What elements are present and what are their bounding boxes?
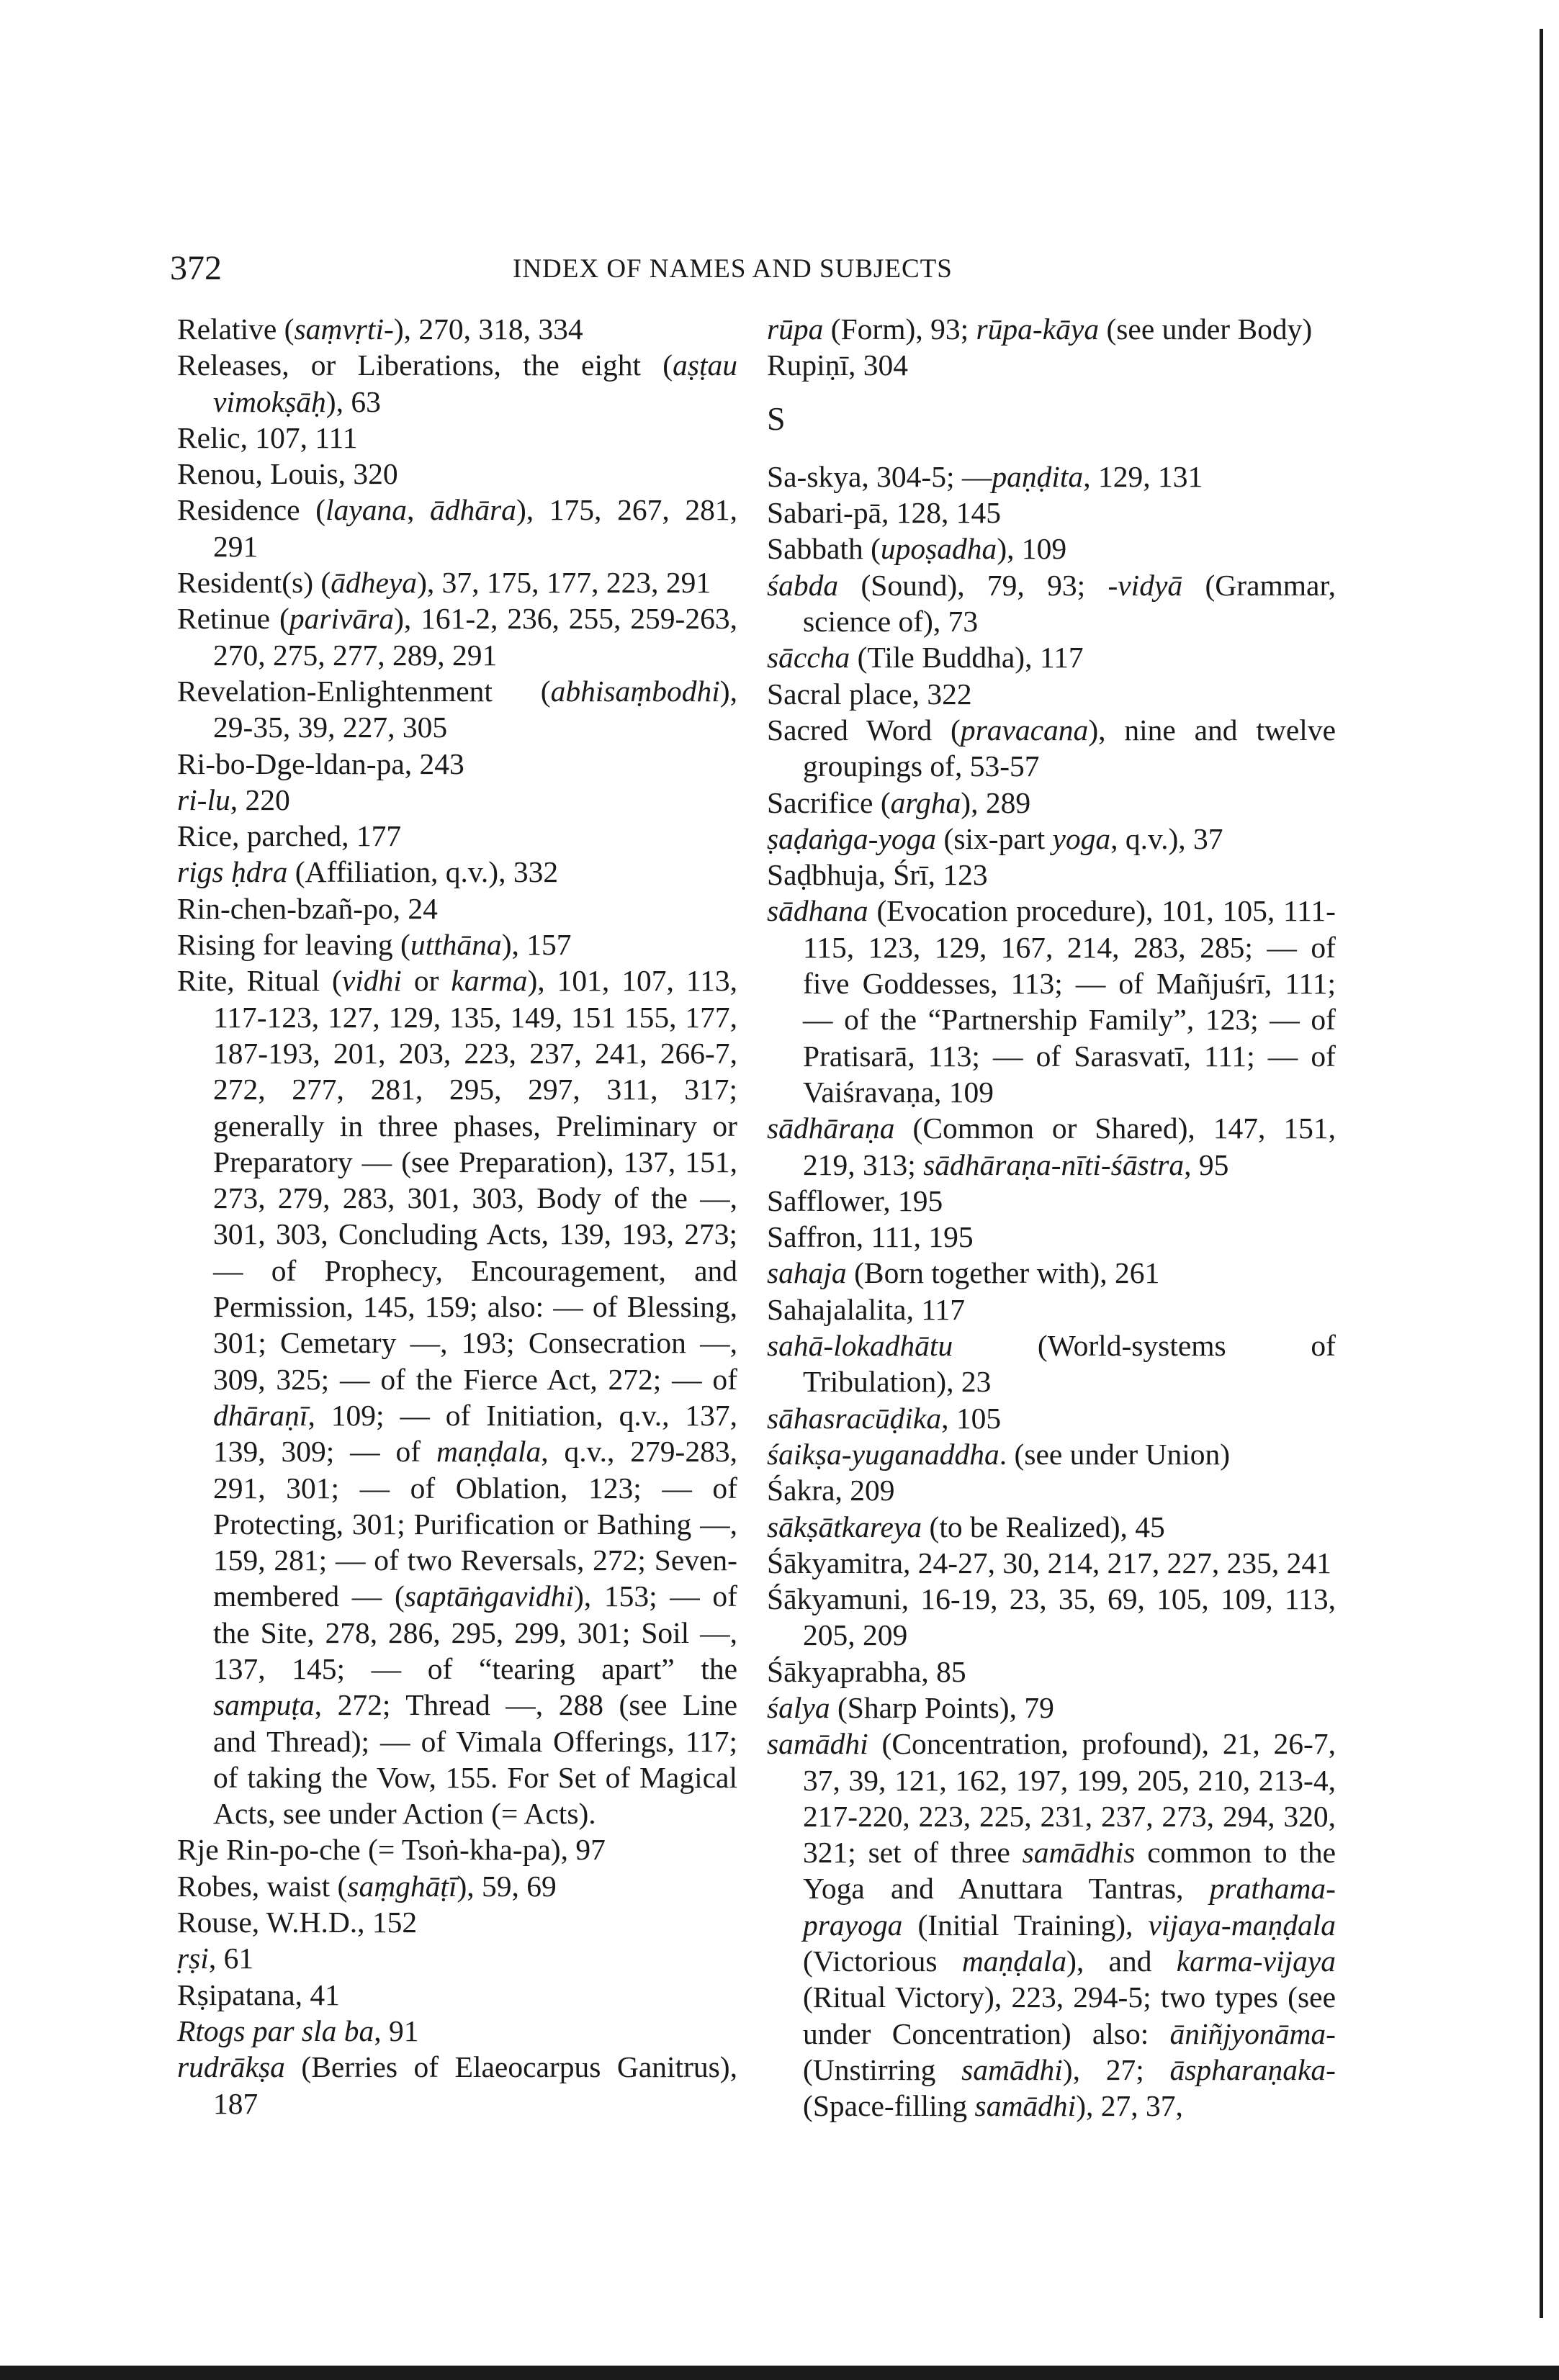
index-entry: Retinue (parivāra), 161-2, 236, 255, 259-263, 270, 275, 277, 289, 291 — [177, 602, 737, 672]
index-entry: ṣaḍaṅga-yoga (six-part yoga, q.v.), 37 — [767, 821, 1223, 855]
index-entry: Śākyamuni, 16-19, 23, 35, 69, 105, 109, 113, 205, 209 — [767, 1582, 1336, 1652]
index-entry: Rice, parched, 177 — [177, 819, 402, 853]
index-entry: Sacrifice (argha), 289 — [767, 785, 1031, 819]
scan-bottom-edge — [0, 2366, 1559, 2380]
index-entry: Rtogs par sla ba, 91 — [177, 2014, 419, 2047]
index-entry: Sa-skya, 304-5; —paṇḍita, 129, 131 — [767, 459, 1203, 493]
section-letter: S — [767, 400, 786, 437]
index-entry: Rising for leaving (utthāna), 157 — [177, 928, 572, 962]
index-entry: Residence (layana, ādhāra), 175, 267, 281, 291 — [177, 493, 738, 563]
index-entry: śalya (Sharp Points), 79 — [767, 1690, 1054, 1724]
right-entries-after-heading — [767, 459, 1336, 2124]
index-entry: Saḍbhuja, Śrī, 123 — [767, 858, 988, 892]
index-entry: sādhāraṇa (Common or Shared), 147, 151, 219, 313; sādhāraṇa-nīti-śāstra, 95 — [767, 1112, 1336, 1181]
index-entry: Śākyamitra, 24-27, 30, 214, 217, 227, 235, 241 — [767, 1546, 1331, 1579]
index-entry: Rouse, W.H.D., 152 — [177, 1906, 418, 1939]
index-entry: sāccha (Tile Buddha), 117 — [767, 641, 1084, 675]
index-entry: Sabbath (upoṣadha), 109 — [767, 532, 1067, 566]
index-entry: Sabari-pā, 128, 145 — [767, 496, 1002, 530]
index-entry: Revelation-Enlightenment (abhisaṃbodhi), 29-35, 39, 227, 305 — [177, 674, 737, 744]
index-entry: sākṣātkareya (to be Realized), 45 — [767, 1510, 1165, 1543]
index-entry: rigs ḥdra (Affiliation, q.v.), 332 — [177, 855, 559, 889]
index-entry: samādhi (Concentration, profound), 21, 26-7, 37, 39, 121, 162, 197, 199, 205, 210, 213-4, 217-220, 223, 225, 231, 237, 273, 294, 320, 321; set of three samādhis common to the Yoga and Anuttara Tantras, prathama-prayoga (Initial Training), vijaya-maṇḍala (Victorious maṇḍala), and karma-vijaya (Ritual Victory), 223, 294-5; two types (see under Concentration) also: āniñjyonāma- (Unstirring samādhi), 27; āspharaṇaka- (Space-filling samādhi), 27, 37, — [767, 1727, 1336, 2123]
index-entry: sādhana (Evocation procedure), 101, 105, 111-115, 123, 129, 167, 214, 283, 285; — of five Goddesses, 113; — of Mañjuśrī, 111; — of the “Partnership Family”, 123; — of Pratisarā, 113; — of Sarasvatī, 111; — of Vaiśravaṇa, 109 — [767, 894, 1336, 1109]
index-entry: Sacral place, 322 — [767, 677, 972, 711]
index-entry: Rin-chen-bzañ-po, 24 — [177, 891, 438, 925]
index-entry: Sahajalalita, 117 — [767, 1292, 966, 1326]
page-number: 372 — [170, 249, 222, 287]
index-entry: Śakra, 209 — [767, 1474, 895, 1507]
index-entry: Rite, Ritual (vidhi or karma), 101, 107, 113, 117-123, 127, 129, 135, 149, 151 155, 177, 187-193, 201, 203, 223, 237, 241, 266-7, 272, 277, 281, 295, 297, 311, 317; generally in three phases, Preliminary or Preparatory — (see Preparation), 137, 151, 273, 279, 283, 301, 303, Body of the —, 301, 303, Concluding Acts, 139, 193, 273; — of Prophecy, Encouragement, and Permission, 145, 159; also: — of Blessing, 301; Cemetary —, 193; Consecration —, 309, 325; — of the Fierce Act, 272; — of dhāraṇī, 109; — of Initiation, q.v., 137, 139, 309; — of maṇḍala, q.v., 279-283, 291, 301; — of Oblation, 123; — of Protecting, 301; Purification or Bathing —, 159, 281; — of two Reversals, 272; Seven-membered — (saptāṅgavidhi), 153; — of the Site, 278, 286, 295, 299, 301; Soil —, 137, 145; — of “tearing apart” the sampuṭa, 272; Thread —, 288 (see Line and Thread); — of Vimala Offerings, 117; of taking the Vow, 155. For Set of Magical Acts, see under Action (= Acts). — [177, 964, 738, 1831]
right-entries-before-heading — [767, 311, 1336, 384]
index-entry: Sacred Word (pravacana), nine and twelve groupings of, 53-57 — [767, 713, 1336, 783]
binding-edge-line — [1540, 29, 1543, 2318]
index-entry: rūpa (Form), 93; rūpa-kāya (see under Body) — [767, 312, 1313, 346]
index-entry: Rṣipatana, 41 — [177, 1978, 340, 2011]
index-entry: ṛṣi, 61 — [177, 1942, 254, 1975]
index-entry: Ri-bo-Dge-ldan-pa, 243 — [177, 747, 464, 780]
index-entry: sahā-lokadhātu (World-systems of Tribulation), 23 — [767, 1329, 1336, 1399]
left-column — [177, 311, 737, 2122]
running-head: INDEX OF NAMES AND SUBJECTS — [513, 254, 953, 284]
index-entry: Resident(s) (ādheya), 37, 175, 177, 223, 291 — [177, 566, 711, 600]
index-entry: śaikṣa-yuganaddha. (see under Union) — [767, 1437, 1231, 1471]
index-entry: Śākyaprabha, 85 — [767, 1654, 966, 1688]
index-entry: sahaja (Born together with), 261 — [767, 1256, 1160, 1290]
index-entry: Rupiṇī, 304 — [767, 348, 908, 382]
right-column — [767, 311, 1336, 2124]
index-entry: Saffron, 111, 195 — [767, 1220, 974, 1254]
index-entry: Safflower, 195 — [767, 1184, 943, 1217]
index-entry: Relic, 107, 111 — [177, 420, 358, 454]
index-entry: Robes, waist (saṃghāṭī), 59, 69 — [177, 1869, 557, 1903]
index-entry: Rje Rin-po-che (= Tsoṅ-kha-pa), 97 — [177, 1833, 606, 1867]
index-entry: ri-lu, 220 — [177, 783, 290, 816]
index-entry: rudrākṣa (Berries of Elaeocarpus Ganitrus), 187 — [177, 2050, 737, 2120]
index-entry: Releases, or Liberations, the eight (aṣṭau vimokṣāḥ), 63 — [177, 348, 737, 418]
index-entry: Relative (saṃvṛti-), 270, 318, 334 — [177, 312, 583, 346]
index-entry: Renou, Louis, 320 — [177, 457, 398, 491]
index-entry: sāhasracūḍika, 105 — [767, 1401, 1002, 1435]
index-entry: śabda (Sound), 79, 93; -vidyā (Grammar, science of), 73 — [767, 568, 1336, 639]
